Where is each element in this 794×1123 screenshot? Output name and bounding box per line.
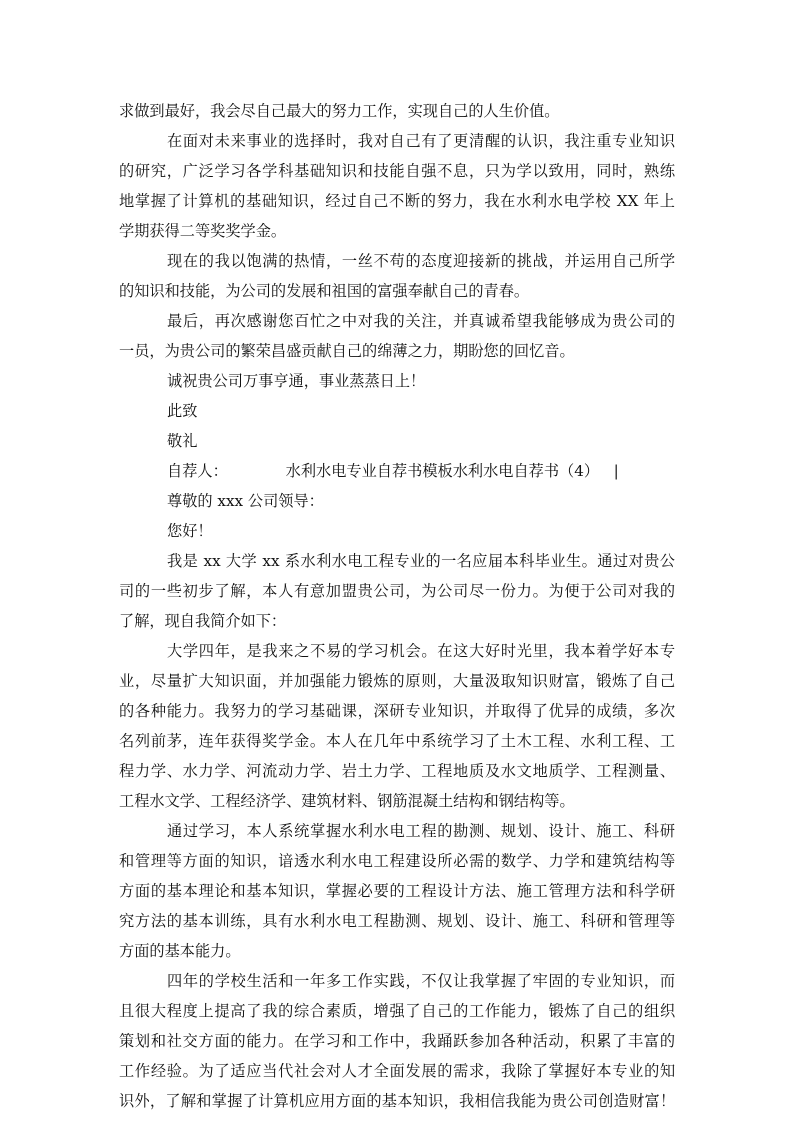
document-body bbox=[119, 96, 675, 1116]
text-line: 您好！ bbox=[167, 522, 213, 540]
text-line: 策划和社交方面的能力。在学习和工作中，我踊跃参加各种活动，积累了丰富的 bbox=[119, 1032, 675, 1050]
text-line: 在面对未来事业的选择时，我对自己有了更清醒的认识，我注重专业知识 bbox=[167, 132, 675, 150]
text-line: 的各种能力。我努力的学习基础课，深研专业知识，并取得了优异的成绩，多次 bbox=[119, 702, 675, 720]
text-line: 司的一些初步了解，本人有意加盟贵公司，为公司尽一份力。为便于公司对我的 bbox=[119, 582, 675, 600]
text-line: 现在的我以饱满的热情，一丝不苟的态度迎接新的挑战，并运用自己所学 bbox=[167, 252, 675, 270]
text-line: 地掌握了计算机的基础知识，经过自己不断的努力，我在水利水电学校 XX 年上 bbox=[119, 192, 675, 210]
text-line: 究方法的基本训练，具有水利水电工程勘测、规划、设计、施工、科研和管理等 bbox=[119, 912, 675, 930]
text-line: 一员，为贵公司的繁荣昌盛贡献自己的绵薄之力，期盼您的回忆音。 bbox=[119, 342, 575, 360]
text-line: 名列前茅，连年获得奖学金。本人在几年中系统学习了土木工程、水利工程、工 bbox=[119, 732, 675, 750]
text-line: 通过学习，本人系统掌握水利水电工程的勘测、规划、设计、施工、科研 bbox=[167, 822, 675, 840]
text-line: 方面的基本理论和基本知识，掌握必要的工程设计方法、施工管理方法和科学研 bbox=[119, 882, 675, 900]
text-line: 了解，现自我简介如下： bbox=[119, 612, 287, 630]
text-line: 工程水文学、工程经济学、建筑材料、钢筋混凝土结构和钢结构等。 bbox=[119, 792, 575, 810]
text-line: 四年的学校生活和一年多工作实践，不仅让我掌握了牢固的专业知识，而 bbox=[167, 972, 675, 990]
text-line: 敬礼 bbox=[167, 432, 198, 450]
text-line: 诚祝贵公司万事亨通，事业蒸蒸日上！ bbox=[167, 372, 426, 390]
text-line: 我是 xx 大学 xx 系水利水电工程专业的一名应届本科毕业生。通过对贵公 bbox=[167, 552, 675, 570]
text-line: 求做到最好，我会尽自己最大的努力工作，实现自己的人生价值。 bbox=[119, 102, 560, 120]
text-line: 最后，再次感谢您百忙之中对我的关注，并真诚希望我能够成为贵公司的 bbox=[167, 312, 675, 330]
text-line: 学期获得二等奖奖学金。 bbox=[119, 222, 287, 240]
text-line: 的研究，广泛学习各学科基础知识和技能自强不息，只为学以致用，同时，熟练 bbox=[119, 162, 675, 180]
text-line: 识外，了解和掌握了计算机应用方面的基本知识，我相信我能为贵公司创造财富！ bbox=[119, 1092, 675, 1110]
text-line: 的知识和技能，为公司的发展和祖国的富强奉献自己的青春。 bbox=[119, 282, 530, 300]
text-line: 方面的基本能力。 bbox=[119, 942, 241, 960]
text-line: 和管理等方面的知识，谙透水利水电工程建设所必需的数学、力学和建筑结构等 bbox=[119, 852, 675, 870]
text-line: 尊敬的 xxx 公司领导： bbox=[167, 492, 324, 510]
text-line: 此致 bbox=[167, 402, 198, 420]
text-line: 且很大程度上提高了我的综合素质，增强了自己的工作能力，锻炼了自己的组织 bbox=[119, 1002, 675, 1020]
text-line: 大学四年，是我来之不易的学习机会。在这大好时光里，我本着学好本专 bbox=[167, 642, 675, 660]
text-line: 工作经验。为了适应当代社会对人才全面发展的需求，我除了掌握好本专业的知 bbox=[119, 1062, 675, 1080]
text-line: 自荐人： 水利水电专业自荐书模板水利水电自荐书（4） | bbox=[167, 462, 619, 480]
text-line: 业，尽量扩大知识面，并加强能力锻炼的原则，大量汲取知识财富，锻炼了自己 bbox=[119, 672, 675, 690]
text-line: 程力学、水力学、河流动力学、岩土力学、工程地质及水文地质学、工程测量、 bbox=[119, 762, 675, 780]
